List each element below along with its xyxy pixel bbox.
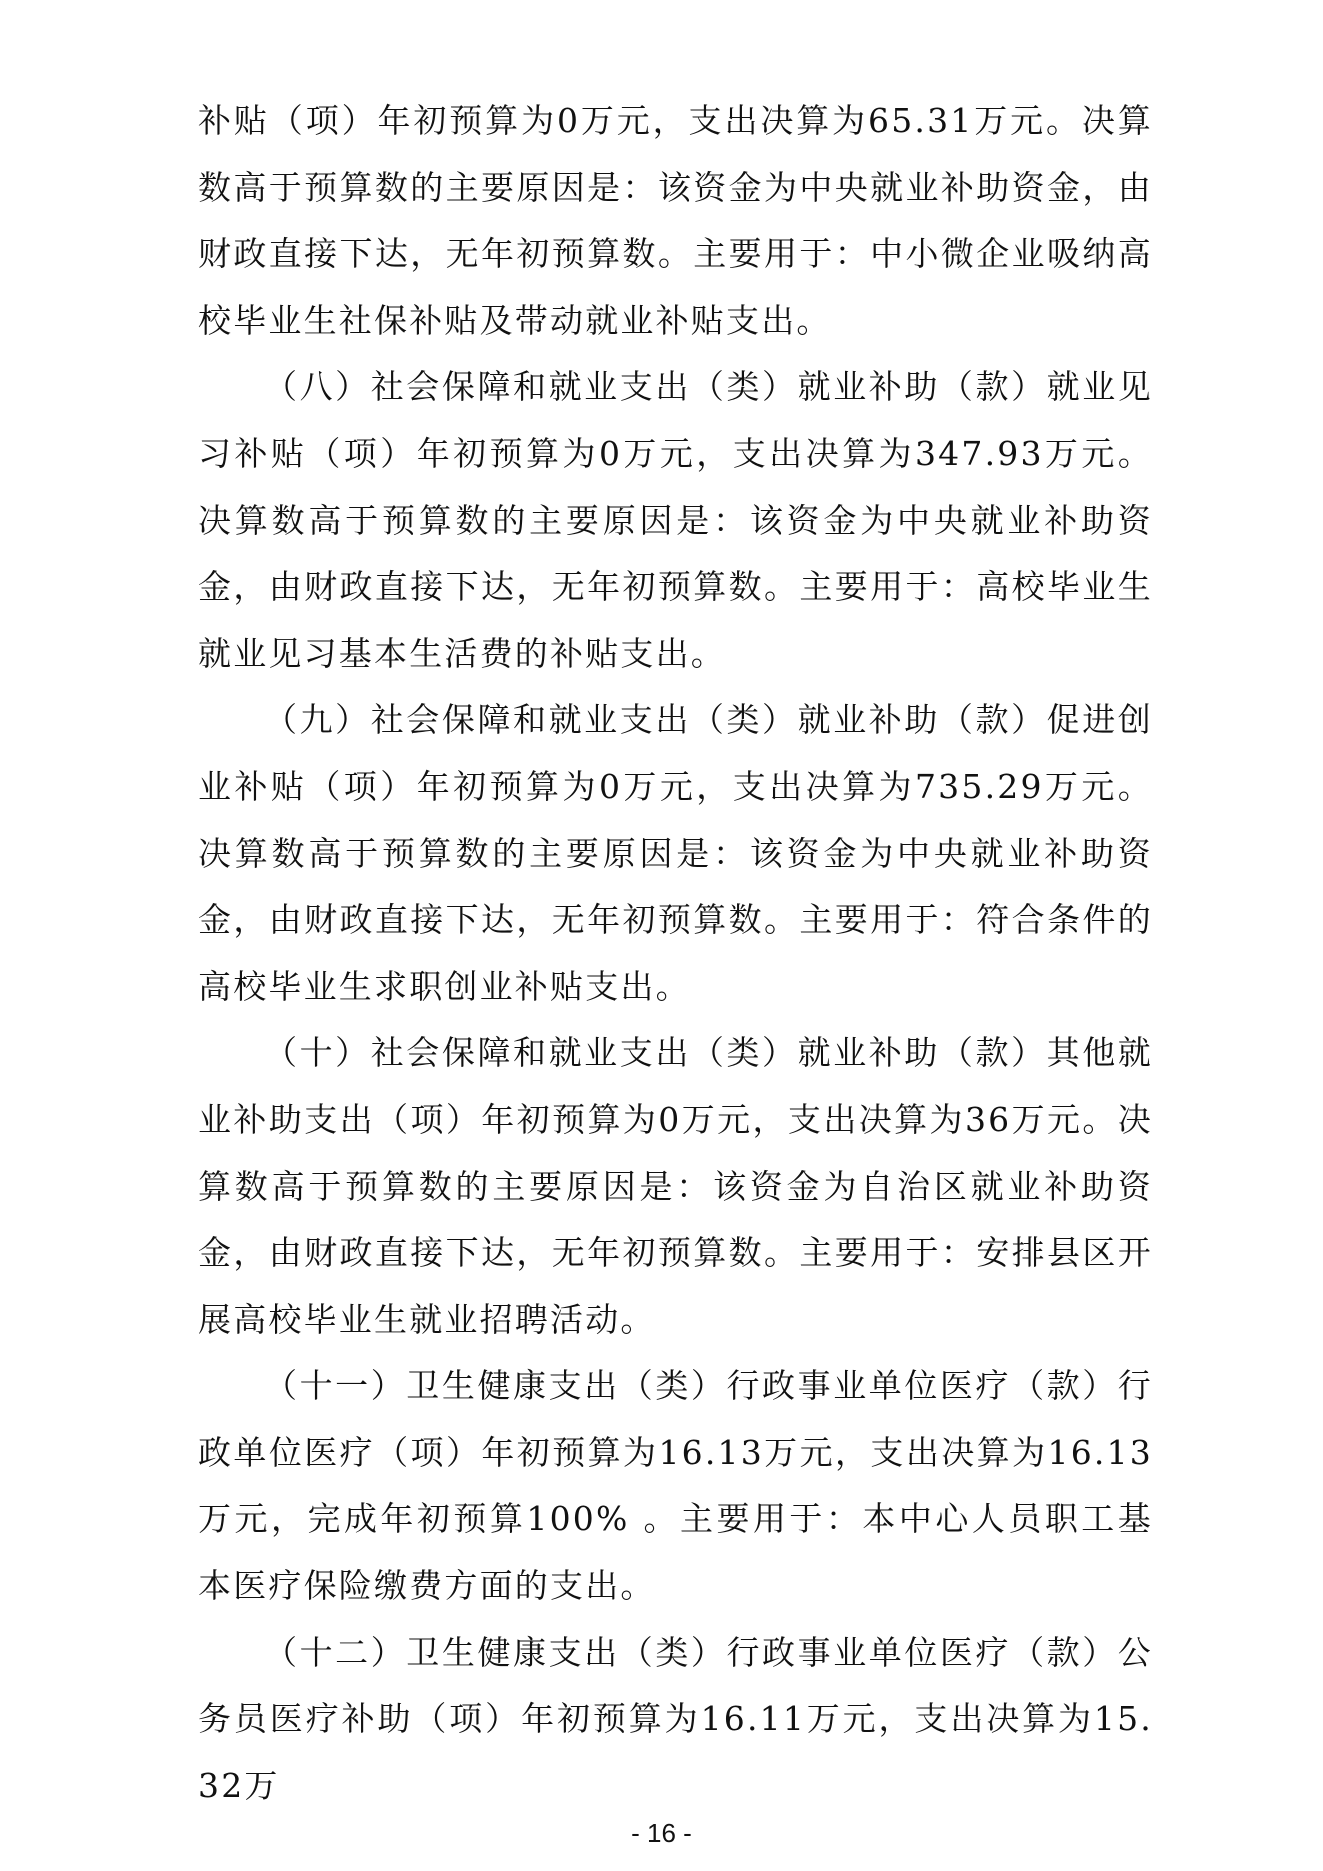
paragraph-item-10: （十）社会保障和就业支出（类）就业补助（款）其他就业补助支出（项）年初预算为0万元，支出决算为36万元。决算数高于预算数的主要原因是：该资金为自治区就业补助资金，由财政直接下达，无年初预算数。主要用于：安排县区开展高校毕业生就业招聘活动。 (198, 1033, 1153, 1339)
paragraph-item-9: （九）社会保障和就业支出（类）就业补助（款）促进创业补贴（项）年初预算为0万元，支出决算为735.29万元。决算数高于预算数的主要原因是：该资金为中央就业补助资金，由财政直接下达，无年初预算数。主要用于：符合条件的高校毕业生求职创业补贴支出。 (198, 700, 1153, 1006)
page-number: - 16 - (631, 1818, 692, 1848)
paragraph-continuation: 补贴（项）年初预算为0万元，支出决算为65.31万元。决算数高于预算数的主要原因是：该资金为中央就业补助资金，由财政直接下达，无年初预算数。主要用于：中小微企业吸纳高校毕业生社保补贴及带动就业补贴支出。 (198, 101, 1153, 340)
paragraph-item-12: （十二）卫生健康支出（类）行政事业单位医疗（款）公务员医疗补助（项）年初预算为16.11万元，支出决算为15.32万 (198, 1632, 1153, 1805)
paragraph-item-11: （十一）卫生健康支出（类）行政事业单位医疗（款）行政单位医疗（项）年初预算为16.13万元，支出决算为16.13万元，完成年初预算100% 。主要用于：本中心人员职工基本医疗保险缴费方面的支出。 (198, 1366, 1153, 1606)
paragraph-item-8: （八）社会保障和就业支出（类）就业补助（款）就业见习补贴（项）年初预算为0万元，支出决算为347.93万元。决算数高于预算数的主要原因是：该资金为中央就业补助资金，由财政直接下达，无年初预算数。主要用于：高校毕业生就业见习基本生活费的补贴支出。 (198, 367, 1153, 673)
body-text (198, 88, 1153, 1819)
